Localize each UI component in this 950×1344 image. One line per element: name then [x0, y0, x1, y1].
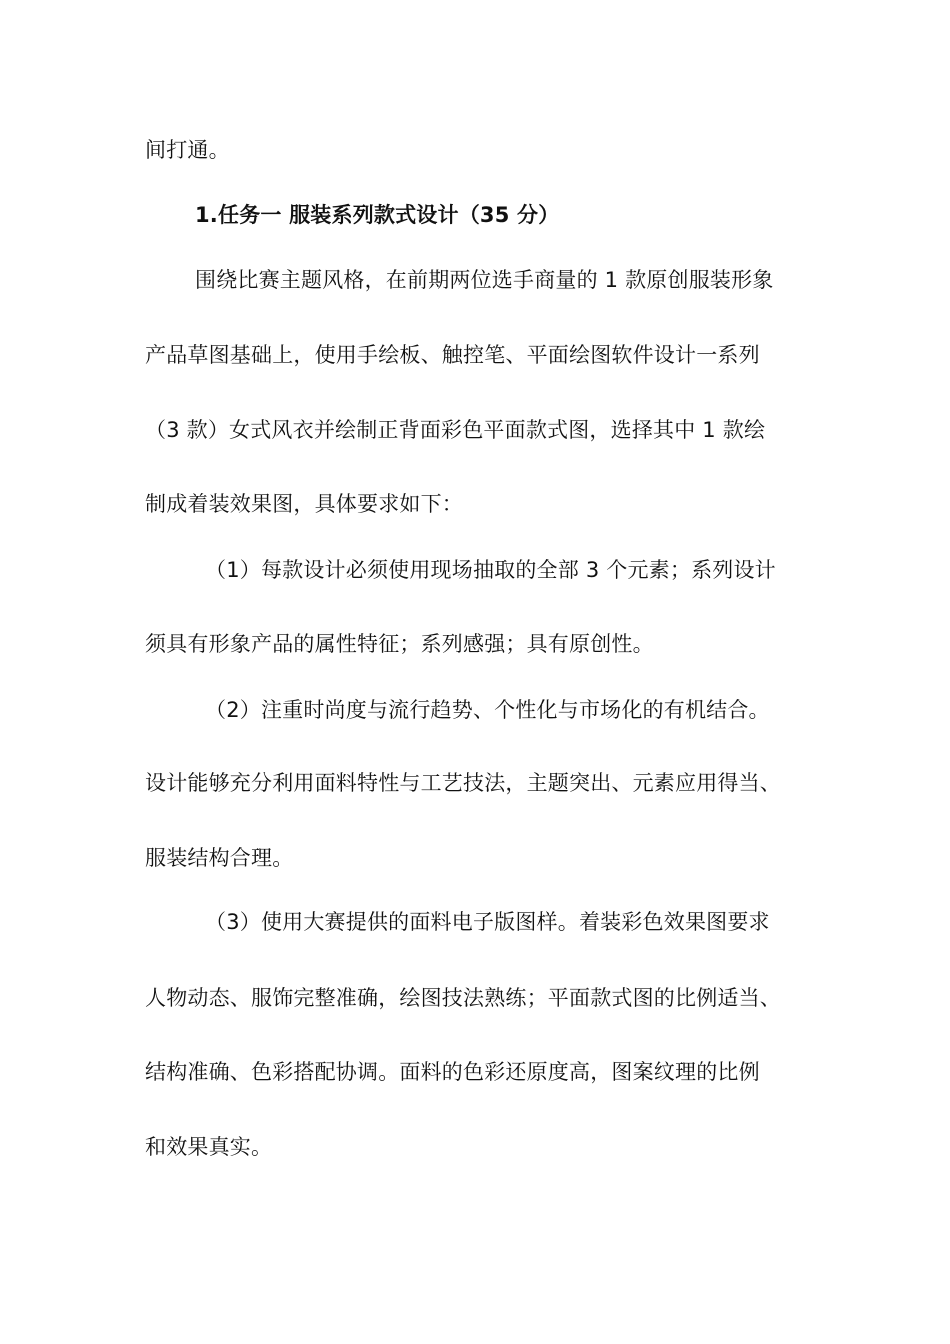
- requirement-3-line-2: 人物动态、服饰完整准确，绘图技法熟练；平面款式图的比例适当、: [145, 986, 781, 1010]
- requirement-2-line-3: 服装结构合理。: [145, 846, 294, 870]
- requirement-1-line-1: （1）每款设计必须使用现场抽取的全部 3 个元素；系列设计: [205, 558, 776, 582]
- task-heading: 1.任务一 服装系列款式设计（35 分）: [195, 203, 560, 227]
- requirement-2-line-1: （2）注重时尚度与流行趋势、个性化与市场化的有机结合。: [205, 698, 770, 722]
- requirement-1-line-2: 须具有形象产品的属性特征；系列感强；具有原创性。: [145, 632, 654, 656]
- requirement-2-line-2: 设计能够充分利用面料特性与工艺技法，主题突出、元素应用得当、: [145, 771, 781, 795]
- requirement-3-line-1: （3）使用大赛提供的面料电子版图样。着装彩色效果图要求: [205, 910, 770, 934]
- text-line-continuation: 间打通。: [145, 138, 230, 162]
- paragraph-intro-line-4: 制成着装效果图，具体要求如下：: [145, 492, 463, 516]
- paragraph-intro-line-3: （3 款）女式风衣并绘制正背面彩色平面款式图，选择其中 1 款绘: [145, 418, 766, 442]
- paragraph-intro-line-2: 产品草图基础上，使用手绘板、触控笔、平面绘图软件设计一系列: [145, 343, 760, 367]
- paragraph-intro-line-1: 围绕比赛主题风格，在前期两位选手商量的 1 款原创服装形象: [195, 268, 774, 292]
- requirement-3-line-4: 和效果真实。: [145, 1135, 273, 1159]
- requirement-3-line-3: 结构准确、色彩搭配协调。面料的色彩还原度高，图案纹理的比例: [145, 1060, 760, 1084]
